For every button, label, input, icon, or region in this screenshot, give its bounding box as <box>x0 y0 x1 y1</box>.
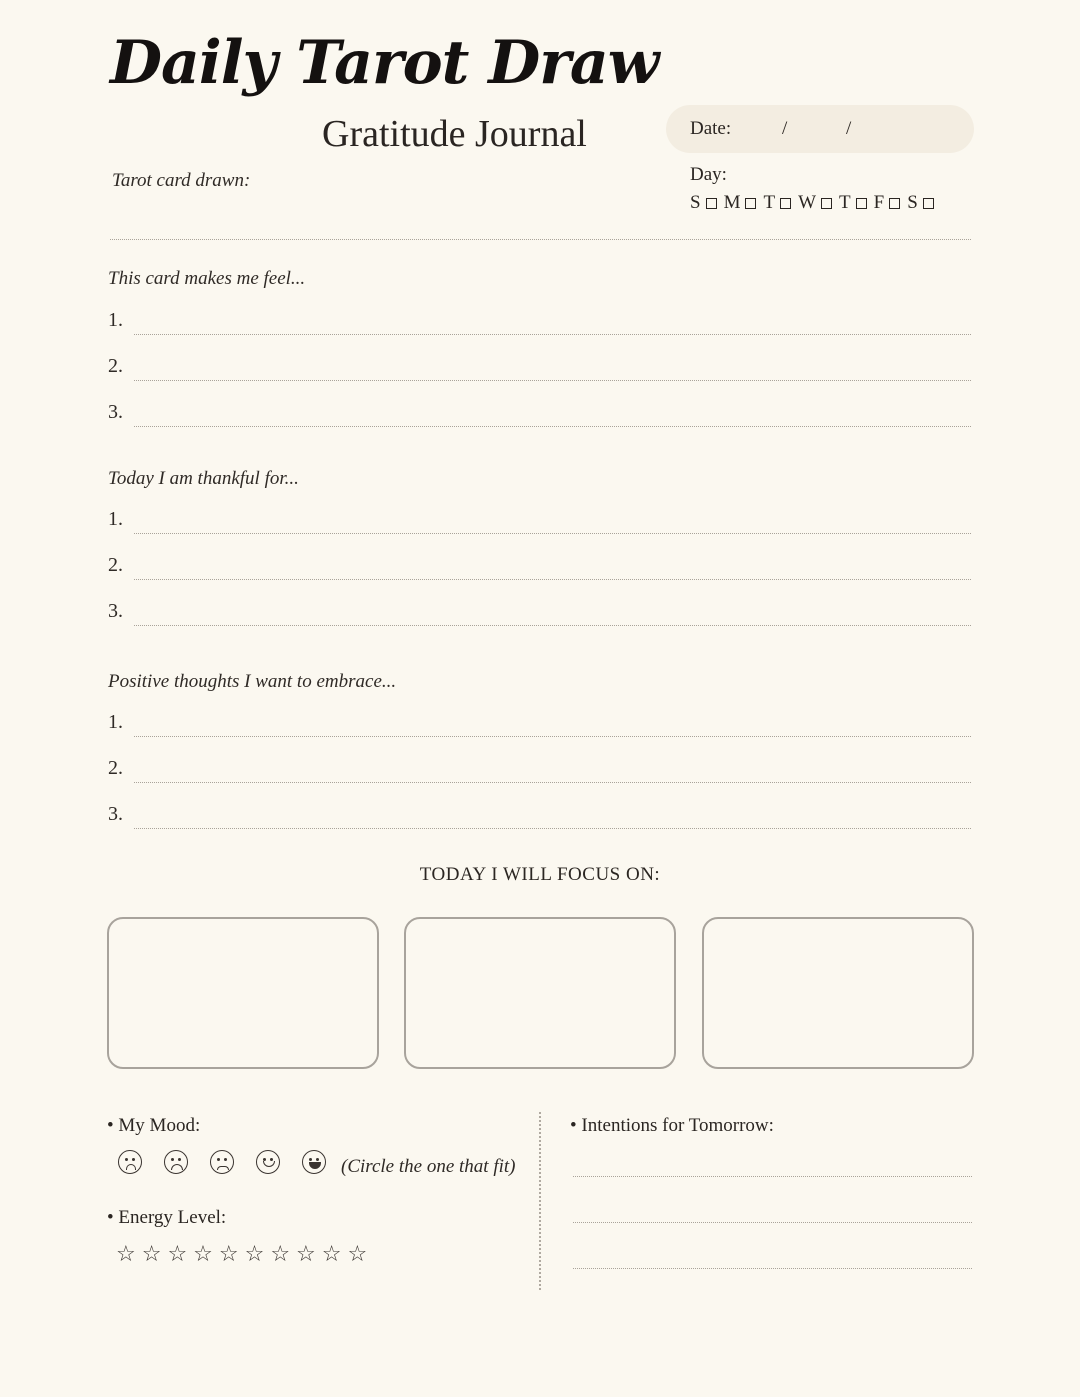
day-letter: S <box>690 192 702 213</box>
column-divider <box>539 1112 541 1290</box>
day-checkbox[interactable] <box>889 198 900 209</box>
day-letter: S <box>907 192 919 213</box>
writing-line[interactable] <box>134 533 971 534</box>
writing-line[interactable] <box>134 579 971 580</box>
day-checkbox[interactable] <box>706 198 717 209</box>
neutral-face-icon[interactable] <box>210 1150 234 1174</box>
section-heading: This card makes me feel... <box>108 268 306 289</box>
tarot-card-label: Tarot card drawn: <box>112 170 251 191</box>
day-checkbox[interactable] <box>923 198 934 209</box>
writing-line[interactable] <box>134 782 971 783</box>
day-checkbox[interactable] <box>821 198 832 209</box>
day-letter: T <box>763 192 777 213</box>
tarot-card-line[interactable] <box>110 239 971 240</box>
intention-line[interactable] <box>573 1222 972 1223</box>
day-letter: W <box>798 192 818 213</box>
focus-title: TODAY I WILL FOCUS ON: <box>419 864 661 885</box>
energy-stars[interactable]: ☆☆☆☆☆☆☆☆☆☆ <box>116 1242 374 1267</box>
focus-box[interactable] <box>404 917 676 1069</box>
section-heading: Positive thoughts I want to embrace... <box>108 671 397 692</box>
page-subtitle: Gratitude Journal <box>322 113 587 155</box>
laugh-face-icon[interactable] <box>302 1150 326 1174</box>
writing-line[interactable] <box>134 380 971 381</box>
writing-line[interactable] <box>134 625 971 626</box>
writing-line[interactable] <box>134 736 971 737</box>
section-heading: Today I am thankful for... <box>108 468 299 489</box>
line-number: 2. <box>108 355 123 377</box>
energy-label: • Energy Level: <box>107 1207 227 1228</box>
intentions-label: • Intentions for Tomorrow: <box>570 1115 774 1136</box>
mood-note: (Circle the one that fit) <box>341 1156 516 1177</box>
writing-line[interactable] <box>134 828 971 829</box>
line-number: 2. <box>108 554 123 576</box>
line-number: 1. <box>108 508 123 530</box>
line-number: 3. <box>108 401 123 423</box>
day-checkbox[interactable] <box>856 198 867 209</box>
day-checkbox[interactable] <box>745 198 756 209</box>
date-separator: / <box>846 118 852 139</box>
writing-line[interactable] <box>134 334 971 335</box>
day-checkboxes <box>690 192 941 214</box>
day-letter: T <box>839 192 852 213</box>
frown-face-icon[interactable] <box>118 1150 142 1174</box>
line-number: 3. <box>108 600 123 622</box>
date-separator: / <box>782 118 788 139</box>
day-letter: M <box>723 192 742 213</box>
sad-face-icon[interactable] <box>164 1150 188 1174</box>
day-checkbox[interactable] <box>780 198 791 209</box>
line-number: 1. <box>108 309 123 331</box>
date-label: Date: <box>690 118 732 139</box>
focus-box[interactable] <box>702 917 974 1069</box>
line-number: 1. <box>108 711 123 733</box>
line-number: 2. <box>108 757 123 779</box>
intention-line[interactable] <box>573 1176 972 1177</box>
mood-faces <box>118 1150 348 1174</box>
page-title: Daily Tarot Draw <box>110 28 659 98</box>
day-label: Day: <box>690 164 727 185</box>
intention-line[interactable] <box>573 1268 972 1269</box>
writing-line[interactable] <box>134 426 971 427</box>
smile-face-icon[interactable] <box>256 1150 280 1174</box>
mood-label: • My Mood: <box>107 1115 201 1136</box>
line-number: 3. <box>108 803 123 825</box>
day-letter: F <box>873 192 886 213</box>
focus-box[interactable] <box>107 917 379 1069</box>
